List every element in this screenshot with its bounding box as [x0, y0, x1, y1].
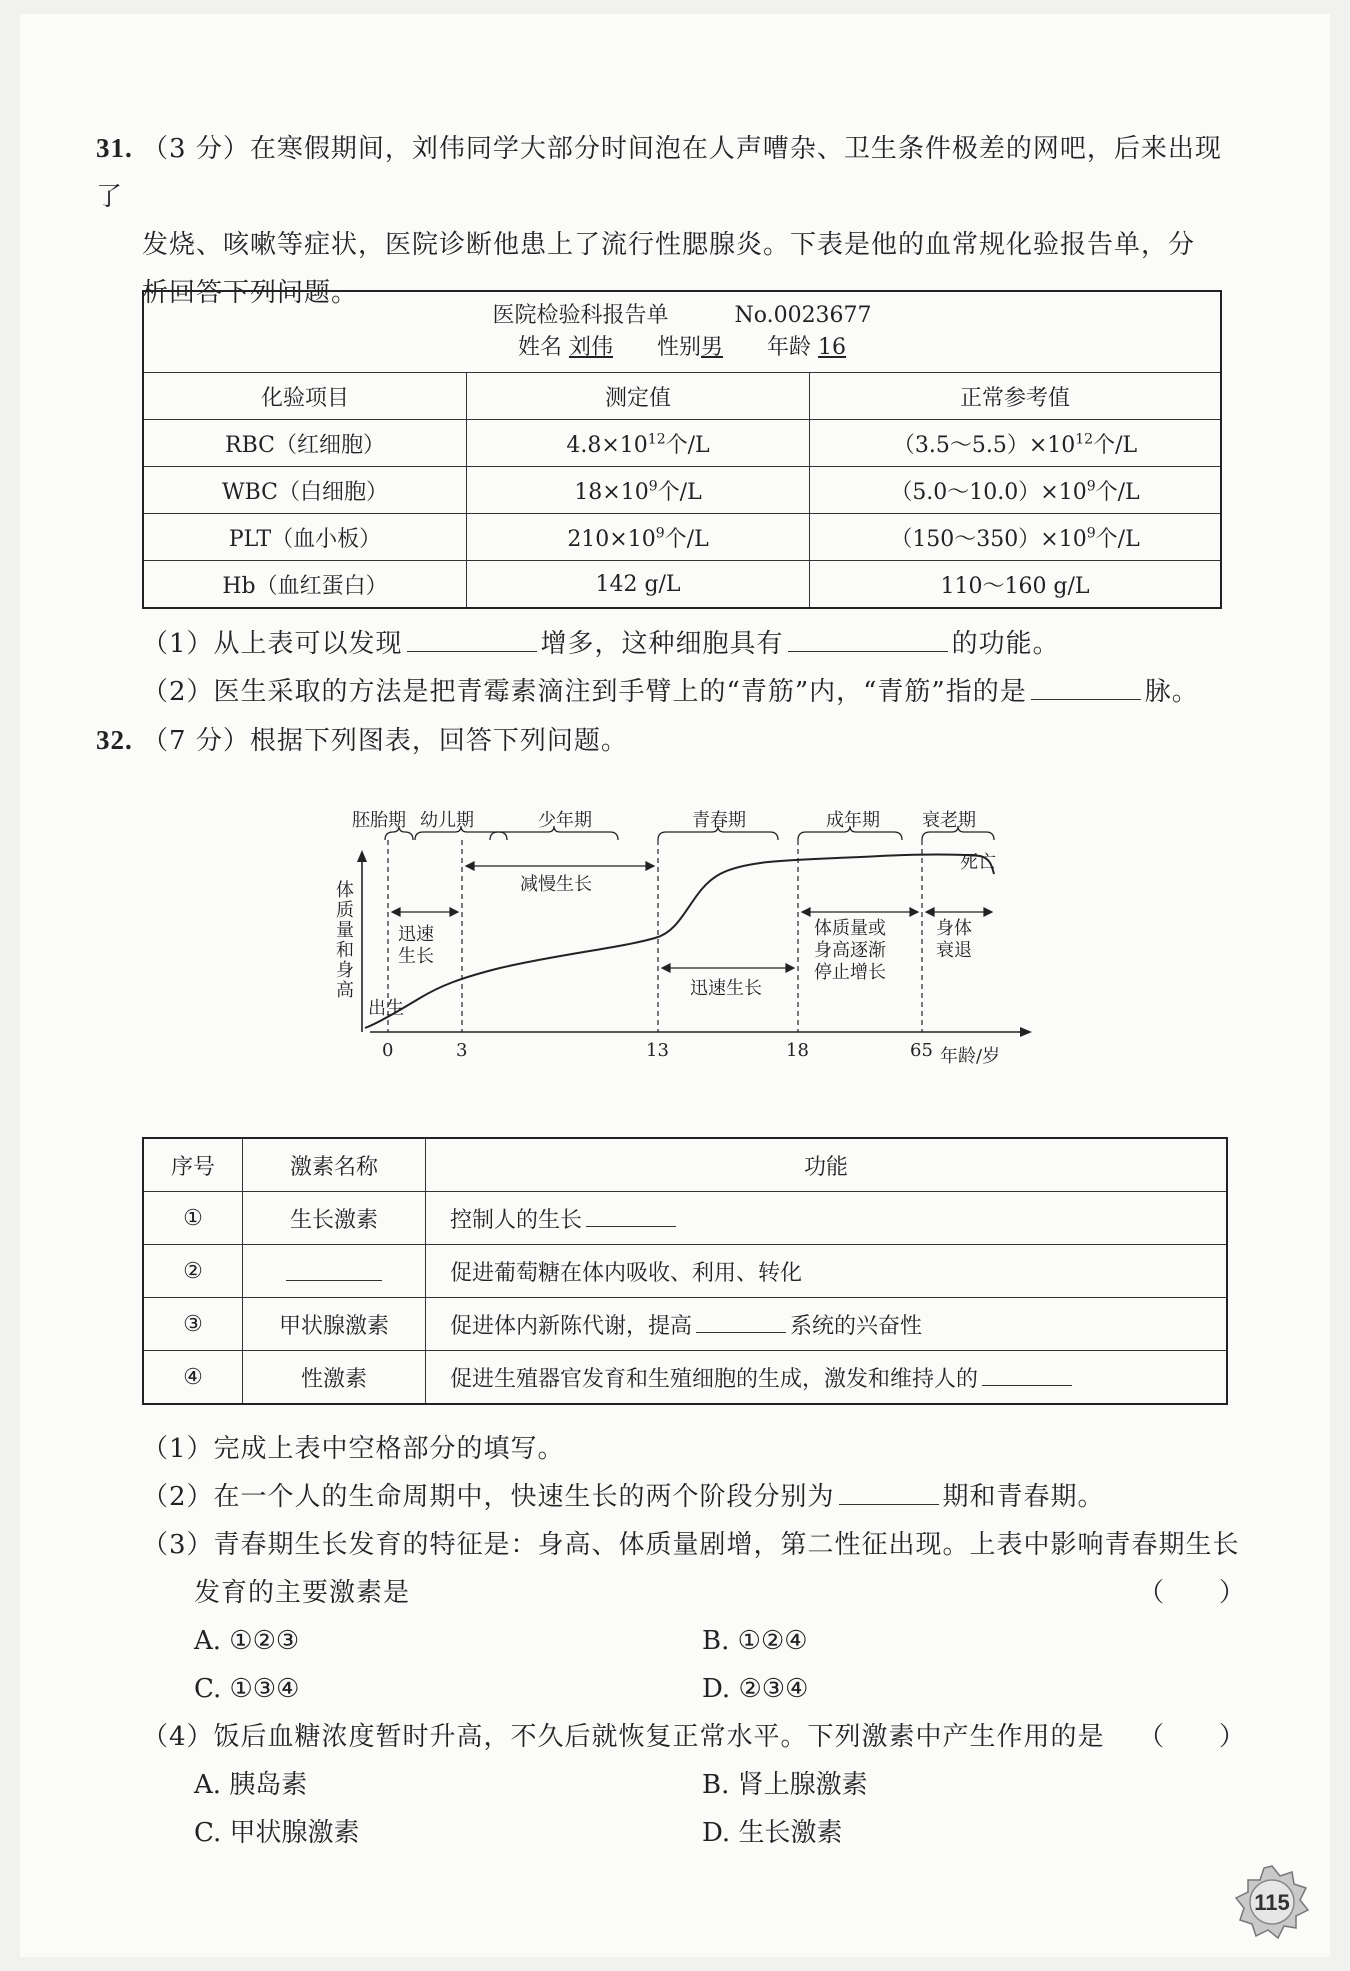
cell-value: $210\times 10^9$个/L: [467, 514, 810, 561]
lab-report-table: [142, 290, 1222, 609]
q31-number: 31.: [96, 133, 133, 163]
cell-item: RBC（红细胞）: [143, 420, 467, 467]
annotation-rapid1-b: 生长: [398, 946, 434, 967]
page-number: 115: [1254, 1890, 1290, 1915]
col-name: 激素名称: [243, 1138, 426, 1192]
answer-blank[interactable]: [696, 1308, 786, 1333]
q31-sub1: （1）从上表可以发现 增多，这种细胞具有 的功能。: [142, 629, 1060, 659]
report-number: No.0023677: [734, 303, 872, 328]
cell-name: 甲状腺激素: [243, 1298, 426, 1351]
cell-reference: 110～160 g/L: [810, 561, 1222, 609]
stage-label: 成年期: [826, 810, 880, 831]
q32-sub3-line2: 发育的主要激素是 （ ）: [142, 1569, 1252, 1617]
option-a[interactable]: A. ①②③: [194, 1626, 300, 1656]
table-row: [143, 514, 1221, 561]
cell-item: Hb（血红蛋白）: [143, 561, 467, 609]
cell-value: $18\times 10^9$个/L: [467, 467, 810, 514]
cell-name: [243, 1245, 426, 1298]
col-reference: 正常参考值: [810, 373, 1222, 420]
option-c[interactable]: C. 甲状腺激素: [194, 1818, 360, 1848]
x-tick-label: 13: [646, 1040, 669, 1061]
annotation-rapid1-a: 迅速: [398, 924, 434, 945]
q31-subquestions: [142, 620, 1242, 716]
answer-blank[interactable]: [839, 1480, 939, 1505]
x-axis-label: 年龄/岁: [940, 1046, 1001, 1067]
stage-label: 青春期: [692, 810, 746, 831]
option-d[interactable]: D. 生长激素: [702, 1818, 843, 1848]
col-function: 功能: [426, 1138, 1228, 1192]
option-c[interactable]: C. ①③④: [194, 1674, 300, 1704]
q31-text: [96, 124, 1246, 317]
cell-value: 142 g/L: [467, 561, 810, 609]
cell-item: PLT（血小板）: [143, 514, 467, 561]
patient-name: 刘伟: [568, 335, 613, 360]
q32-subquestions: [142, 1425, 1252, 1617]
patient-age: 16: [818, 335, 847, 360]
cell-reference: $(3.5\sim 5.5)\times 10^{12}$个/L: [810, 420, 1222, 467]
annotation-slow: 减慢生长: [520, 874, 592, 895]
y-axis-arrow: [357, 850, 367, 862]
svg-text:身: 身: [336, 960, 354, 981]
sex-label: 性别: [656, 335, 701, 360]
brace: [490, 826, 618, 840]
q32-intro: [96, 716, 628, 765]
annotation-stop-a: 体质量或: [814, 918, 886, 939]
col-value: 测定值: [467, 373, 810, 420]
brace: [658, 826, 778, 840]
cell-no: ③: [143, 1298, 243, 1351]
annotation-decline-b: 衰退: [936, 940, 972, 961]
growth-chart: [336, 800, 1040, 1090]
q31-line3: 析回答下列问题。: [142, 278, 359, 308]
x-axis-arrow: [1020, 1027, 1032, 1037]
svg-text:体: 体: [336, 880, 354, 901]
hormone-table-headers: [143, 1138, 1227, 1192]
col-no: 序号: [143, 1138, 243, 1192]
cell-function: 控制人的生长: [426, 1192, 1228, 1245]
stage-label: 幼儿期: [420, 810, 474, 831]
cell-function: 促进体内新陈代谢，提高 系统的兴奋性: [426, 1298, 1228, 1351]
q32-sub3-line1: （3）青春期生长发育的特征是：身高、体质量剧增，第二性征出现。上表中影响青春期生长: [142, 1530, 1240, 1560]
table-row: [143, 1245, 1227, 1298]
patient-sex: 男: [701, 335, 724, 360]
name-label: 姓名: [517, 335, 562, 360]
x-tick-label: 65: [910, 1040, 933, 1061]
svg-text:质: 质: [336, 900, 354, 921]
table-row: [143, 1351, 1227, 1405]
x-tick-label: 3: [456, 1040, 468, 1061]
cell-value: $4.8\times 10^{12}$个/L: [467, 420, 810, 467]
answer-blank[interactable]: [586, 1202, 676, 1227]
report-column-headers: [143, 373, 1221, 420]
cell-no: ④: [143, 1351, 243, 1405]
table-row: [143, 1298, 1227, 1351]
q31-sub2: （2）医生采取的方法是把青霉素滴注到手臂上的“青筋”内，“青筋”指的是 脉。: [142, 677, 1199, 707]
cell-reference: $(5.0\sim 10.0)\times 10^9$个/L: [810, 467, 1222, 514]
page-number-badge: [1234, 1864, 1310, 1940]
table-row: [143, 561, 1221, 609]
option-b[interactable]: B. 肾上腺激素: [702, 1770, 868, 1800]
svg-text:高: 高: [336, 980, 354, 1001]
cell-function: 促进生殖器官发育和生殖细胞的生成，激发和维持人的: [426, 1351, 1228, 1405]
annotation-stop-c: 停止增长: [814, 962, 886, 983]
table-row: [143, 467, 1221, 514]
stage-label: 衰老期: [922, 810, 976, 831]
cell-reference: $(150\sim 350)\times 10^9$个/L: [810, 514, 1222, 561]
cell-name: 性激素: [243, 1351, 426, 1405]
q32-sub1: （1）完成上表中空格部分的填写。: [142, 1434, 565, 1464]
annotation-decline-a: 身体: [936, 918, 972, 939]
answer-blank[interactable]: [286, 1256, 382, 1281]
option-d[interactable]: D. ②③④: [702, 1674, 809, 1704]
table-row: [143, 1192, 1227, 1245]
report-header: [143, 291, 1221, 373]
age-label: 年龄: [767, 335, 812, 360]
answer-blank[interactable]: [1031, 675, 1141, 700]
option-a[interactable]: A. 胰岛素: [194, 1770, 308, 1800]
svg-text:量: 量: [336, 920, 354, 941]
stage-label: 胚胎期: [352, 810, 406, 831]
table-row: [143, 420, 1221, 467]
cell-no: ①: [143, 1192, 243, 1245]
cell-function: 促进葡萄糖在体内吸收、利用、转化: [426, 1245, 1228, 1298]
answer-blank[interactable]: [407, 627, 537, 652]
answer-paren[interactable]: （ ）: [1137, 1578, 1246, 1608]
cell-no: ②: [143, 1245, 243, 1298]
q32-intro-text: （7 分）根据下列图表，回答下列问题。: [142, 726, 628, 756]
report-title: 医院检验科报告单: [492, 303, 669, 328]
stage-label: 少年期: [538, 810, 592, 831]
option-b[interactable]: B. ①②④: [702, 1626, 808, 1656]
cell-item: WBC（白细胞）: [143, 467, 467, 514]
brace: [798, 826, 902, 840]
annotation-death: 死亡: [960, 852, 996, 873]
growth-curve: [365, 855, 994, 1029]
annotation-rapid2: 迅速生长: [690, 978, 762, 999]
x-tick-label: 0: [382, 1040, 394, 1061]
x-tick-label: 18: [786, 1040, 809, 1061]
hormone-table: [142, 1137, 1228, 1405]
answer-paren[interactable]: （ ）: [1137, 1722, 1246, 1752]
cell-name: 生长激素: [243, 1192, 426, 1245]
col-item: 化验项目: [143, 373, 467, 420]
svg-text:和: 和: [336, 940, 354, 961]
q31-line1: （3 分）在寒假期间，刘伟同学大部分时间泡在人声嘈杂、卫生条件极差的网吧，后来出现了: [96, 134, 1222, 212]
q31-line2: 发烧、咳嗽等症状，医院诊断他患上了流行性腮腺炎。下表是他的血常规化验报告单，分: [142, 230, 1196, 260]
q32-number: 32.: [96, 725, 133, 755]
q32-sub2: （2）在一个人的生命周期中，快速生长的两个阶段分别为 期和青春期。: [142, 1482, 1105, 1512]
answer-blank[interactable]: [788, 627, 948, 652]
annotation-birth: 出生: [368, 998, 404, 1019]
q32-sub4: （4）饭后血糖浓度暂时升高，不久后就恢复正常水平。下列激素中产生作用的是 （ ）: [142, 1713, 1252, 1761]
answer-blank[interactable]: [982, 1361, 1072, 1386]
annotation-stop-b: 身高逐渐: [814, 940, 886, 961]
